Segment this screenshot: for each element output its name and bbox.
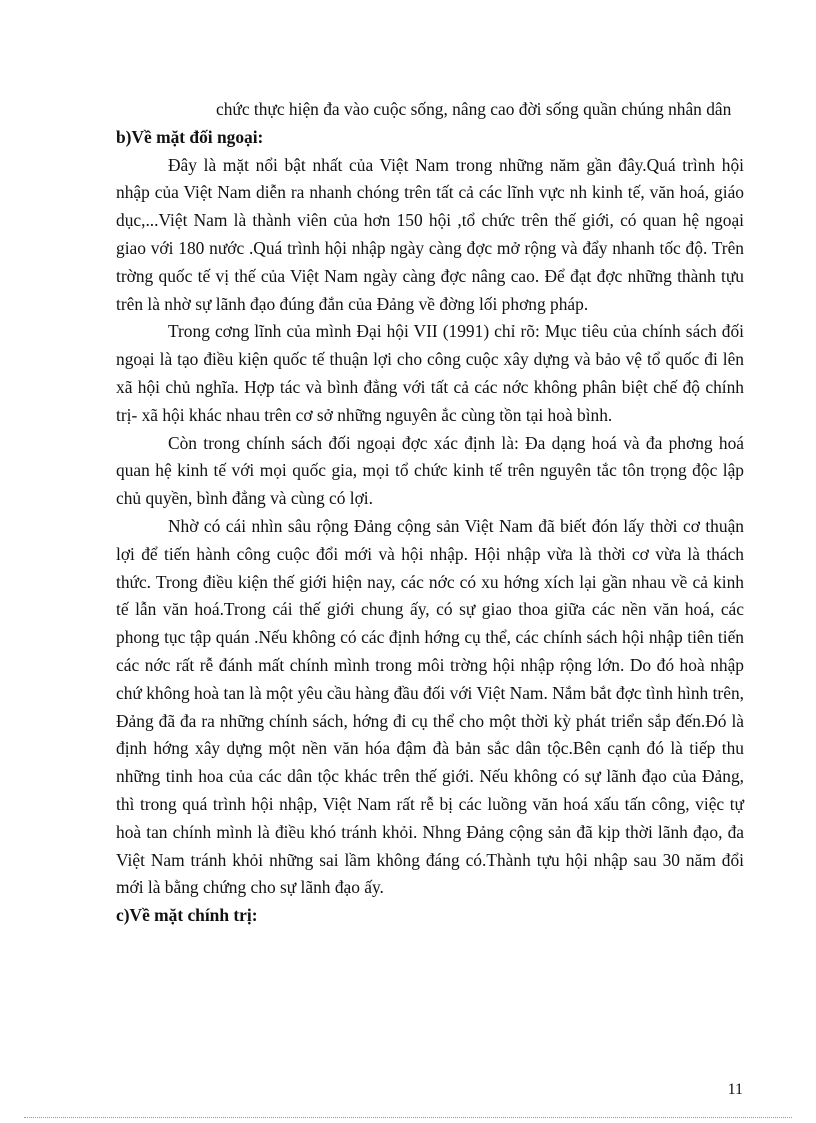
section-b-paragraph-3: Còn trong chính sách đối ngoại đợc xác định là: Đa dạng hoá và đa phơng hoá quan hệ kinh tế với mọi quốc gia, mọi tổ chức kinh tế trên nguyên tắc tôn trọng độc lập chủ quyền, bình đẳng và cùng có lợi. bbox=[116, 432, 744, 509]
page-number: 11 bbox=[727, 1081, 743, 1098]
page-bottom-dotted-rule bbox=[24, 1117, 792, 1118]
body-text bbox=[116, 96, 744, 930]
continuation-paragraph: chức thực hiện đa vào cuộc sống, nâng cao đời sống quần chúng nhân dân bbox=[216, 99, 732, 119]
section-b-paragraph-2: Trong cơng lĩnh của mình Đại hội VII (1991) chỉ rõ: Mục tiêu của chính sách đối ngoại là tạo điều kiện quốc tế thuận lợi cho công cuộc xây dựng và bảo vệ tổ quốc đi lên xã hội chủ nghĩa. Hợp tác và bình đẳng với tất cả các nớc không phân biệt chế độ chính trị- xã hội khác nhau trên cơ sở những nguyên ắc cùng tồn tại hoà bình. bbox=[116, 321, 744, 425]
section-b-heading: b)Về mặt đối ngoại: bbox=[116, 126, 264, 147]
section-c-heading: c)Về mặt chính trị: bbox=[116, 905, 258, 926]
section-b-paragraph-1: Đây là mặt nổi bật nhất của Việt Nam trong những năm gần đây.Quá trình hội nhập của Việt Nam diễn ra nhanh chóng trên tất cả các lĩnh vực nh kinh tế, văn hoá, giáo dục,...Việt Nam là thành viên của hơn 150 hội ,tổ chức trên thế giới, có quan hệ ngoại giao với 180 nước .Quá trình hội nhập ngày càng đợc mở rộng và đẩy nhanh tốc độ. Trên trờng quốc tế vị thế của Việt Nam ngày càng đợc nâng cao. Để đạt đợc những thành tựu trên là nhờ sự lãnh đạo đúng đắn của Đảng về đờng lối phơng pháp. bbox=[116, 154, 744, 314]
section-b-paragraph-4: Nhờ có cái nhìn sâu rộng Đảng cộng sản Việt Nam đã biết đón lấy thời cơ thuận lợi để tiến hành công cuộc đổi mới và hội nhập. Hội nhập vừa là thời cơ vừa là thách thức. Trong điều kiện thế giới hiện nay, các nớc có xu hớng xích lại gần nhau về cả kinh tế lẫn văn hoá.Trong cái thế giới chung ấy, có sự giao thoa giữa các nền văn hoá, các phong tục tập quán .Nếu không có các định hớng cụ thể, các chính sách hội nhập tiên tiến các nớc rất rễ đánh mất chính mình trong môi trờng hội nhập rộng lớn. Do đó hoà nhập chứ không hoà tan là một yêu cầu hàng đầu đối với Việt Nam. Nắm bắt đợc tình hình trên, Đảng đã đa ra những chính sách, hớng đi cụ thể cho một thời kỳ phát triển sắp đến.Đó là định hớng xây dựng một nền văn hóa đậm đà bản sắc dân tộc.Bên cạnh đó là tiếp thu những tinh hoa của các dân tộc khác trên thế giới. Nếu không có sự lãnh đạo của Đảng, thì trong quá trình hội nhập, Việt Nam rất rễ bị các luồng văn hoá xấu tấn công, việc tự hoà tan chính mình là điều khó tránh khỏi. Nhng Đảng cộng sản đã kịp thời lãnh đạo, đa Việt Nam tránh khỏi những sai lầm không đáng có.Thành tựu hội nhập sau 30 năm đổi mới là bằng chứng cho sự lãnh đạo ấy. bbox=[116, 515, 744, 898]
